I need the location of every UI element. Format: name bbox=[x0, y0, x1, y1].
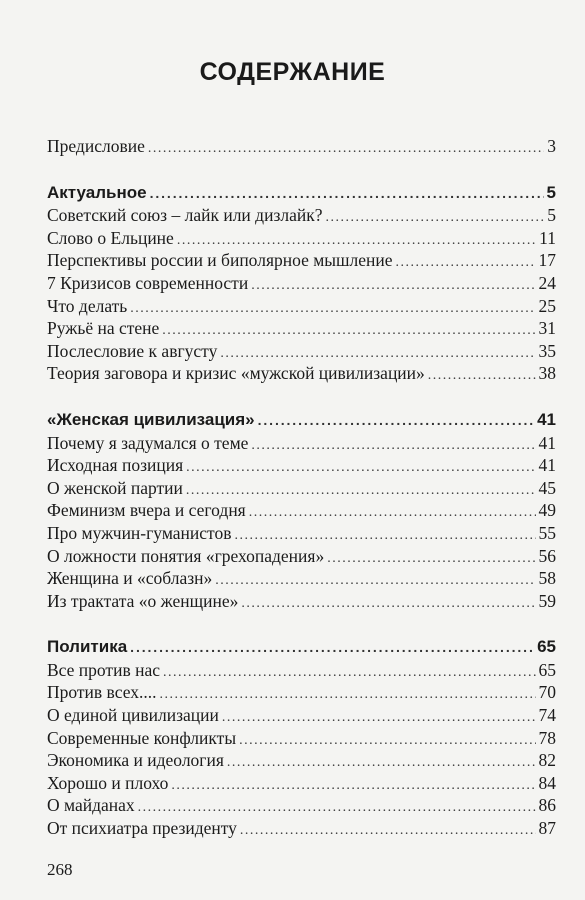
dot-leader bbox=[251, 435, 535, 458]
toc-entry-page: 25 bbox=[538, 295, 556, 316]
toc-entry bbox=[47, 454, 556, 477]
toc-entry-title: Перспективы россии и биполярное мышление bbox=[47, 250, 393, 271]
section-gap bbox=[47, 158, 556, 182]
toc-section-heading bbox=[47, 182, 556, 205]
toc-entry-title: «Женская цивилизация» bbox=[47, 409, 255, 429]
toc-entry-title: Женщина и «соблазн» bbox=[47, 568, 213, 589]
toc-entry bbox=[47, 272, 556, 295]
toc-entry-title: Против всех.... bbox=[47, 682, 157, 703]
toc-entry-title: Про мужчин-гуманистов bbox=[47, 522, 232, 543]
dot-leader bbox=[171, 775, 535, 798]
toc-section-heading bbox=[47, 409, 556, 432]
toc-entry bbox=[47, 499, 556, 522]
toc-entry-page: 78 bbox=[538, 727, 556, 748]
toc-entry-title: Почему я задумался о теме bbox=[47, 432, 249, 453]
dot-leader bbox=[327, 548, 535, 571]
dot-leader bbox=[239, 730, 535, 753]
toc-entry-page: 56 bbox=[538, 545, 556, 566]
toc-entry bbox=[47, 135, 556, 158]
dot-leader bbox=[251, 275, 535, 298]
toc-entry bbox=[47, 817, 556, 840]
toc-entry-page: 65 bbox=[537, 637, 556, 657]
dot-leader bbox=[428, 365, 536, 388]
toc-entry-page: 11 bbox=[539, 227, 556, 248]
dot-leader bbox=[215, 570, 535, 593]
dot-leader bbox=[162, 320, 535, 343]
toc-entry bbox=[47, 295, 556, 318]
dot-leader bbox=[130, 636, 534, 659]
toc-entry-title: Слово о Ельцине bbox=[47, 227, 174, 248]
toc-entry-page: 45 bbox=[538, 477, 556, 498]
toc-entry-page: 31 bbox=[538, 318, 556, 339]
dot-leader bbox=[326, 207, 545, 230]
dot-leader bbox=[186, 457, 535, 480]
section-gap bbox=[47, 612, 556, 636]
toc-entry-page: 84 bbox=[538, 772, 556, 793]
toc-entry-page: 5 bbox=[547, 205, 556, 226]
toc-entry bbox=[47, 204, 556, 227]
toc-entry bbox=[47, 477, 556, 500]
toc-section-heading bbox=[47, 636, 556, 659]
toc-entry bbox=[47, 522, 556, 545]
toc-entry-title: Исходная позиция bbox=[47, 455, 184, 476]
toc-entry-page: 65 bbox=[538, 659, 556, 680]
toc-entry-page: 35 bbox=[538, 340, 556, 361]
toc-entry bbox=[47, 727, 556, 750]
toc-entry-title: Ружьё на стене bbox=[47, 318, 160, 339]
toc-entry bbox=[47, 590, 556, 613]
toc-entry-title: О женской партии bbox=[47, 477, 183, 498]
dot-leader bbox=[150, 182, 544, 205]
toc-entry bbox=[47, 659, 556, 682]
toc-entry bbox=[47, 749, 556, 772]
toc-entry-page: 3 bbox=[547, 136, 556, 156]
toc-entry bbox=[47, 681, 556, 704]
dot-leader bbox=[163, 662, 536, 685]
toc-entry-title: Теория заговора и кризис «мужской цивилизации» bbox=[47, 363, 425, 384]
toc-entry-page: 41 bbox=[537, 409, 556, 429]
toc-entry-page: 49 bbox=[538, 500, 556, 521]
toc-entry bbox=[47, 794, 556, 817]
toc-entry bbox=[47, 772, 556, 795]
toc-entry-page: 86 bbox=[538, 795, 556, 816]
toc-entry bbox=[47, 227, 556, 250]
toc-entry-page: 55 bbox=[538, 522, 556, 543]
toc-entry-page: 59 bbox=[538, 590, 556, 611]
toc-entry bbox=[47, 704, 556, 727]
toc-entry-title: О майданах bbox=[47, 795, 135, 816]
toc-entry-title: Что делать bbox=[47, 295, 128, 316]
toc-entry-title: Предисловие bbox=[47, 136, 145, 156]
toc-entry-title: Экономика и идеология bbox=[47, 750, 224, 771]
dot-leader bbox=[240, 820, 536, 843]
dot-leader bbox=[258, 409, 534, 432]
dot-leader bbox=[396, 252, 536, 275]
dot-leader bbox=[249, 502, 536, 525]
toc-entry-page: 82 bbox=[538, 750, 556, 771]
toc-entry bbox=[47, 362, 556, 385]
toc-entry-page: 24 bbox=[538, 272, 556, 293]
dot-leader bbox=[241, 593, 535, 616]
toc-entry bbox=[47, 317, 556, 340]
toc-entry bbox=[47, 249, 556, 272]
toc-entry-title: Современные конфликты bbox=[47, 727, 237, 748]
toc-entry-title: О единой цивилизации bbox=[47, 705, 219, 726]
table-of-contents bbox=[47, 135, 556, 840]
toc-entry bbox=[47, 340, 556, 363]
page-number: 268 bbox=[47, 860, 73, 879]
dot-leader bbox=[227, 752, 536, 775]
toc-entry-page: 41 bbox=[538, 432, 556, 453]
toc-entry-title: Феминизм вчера и сегодня bbox=[47, 500, 246, 521]
toc-entry-page: 87 bbox=[538, 818, 556, 839]
toc-entry-title: Актуальное bbox=[47, 182, 147, 202]
toc-entry-page: 17 bbox=[538, 250, 556, 271]
toc-entry-page: 58 bbox=[538, 568, 556, 589]
toc-entry-title: Политика bbox=[47, 637, 128, 657]
toc-entry-page: 70 bbox=[538, 682, 556, 703]
toc-entry-title: Хорошо и плохо bbox=[47, 772, 169, 793]
toc-entry-title: От психиатра президенту bbox=[47, 818, 237, 839]
toc-entry-page: 5 bbox=[546, 182, 556, 202]
toc-entry-title: Все против нас bbox=[47, 659, 160, 680]
toc-entry-page: 38 bbox=[538, 363, 556, 384]
toc-entry-page: 41 bbox=[538, 455, 556, 476]
toc-entry-title: Советский союз – лайк или дизлайк? bbox=[47, 205, 323, 226]
page-title: СОДЕРЖАНИЕ bbox=[199, 58, 386, 86]
section-gap bbox=[47, 385, 556, 409]
dot-leader bbox=[222, 707, 536, 730]
dot-leader bbox=[148, 138, 544, 161]
toc-entry bbox=[47, 545, 556, 568]
toc-entry-title: О ложности понятия «грехопадения» bbox=[47, 545, 325, 566]
toc-entry bbox=[47, 432, 556, 455]
toc-entry-page: 74 bbox=[538, 705, 556, 726]
dot-leader bbox=[130, 298, 535, 321]
toc-entry-title: Послесловие к августу bbox=[47, 340, 218, 361]
toc-entry bbox=[47, 567, 556, 590]
toc-entry-title: 7 Кризисов современности bbox=[47, 272, 249, 293]
toc-entry-title: Из трактата «о женщине» bbox=[47, 590, 239, 611]
